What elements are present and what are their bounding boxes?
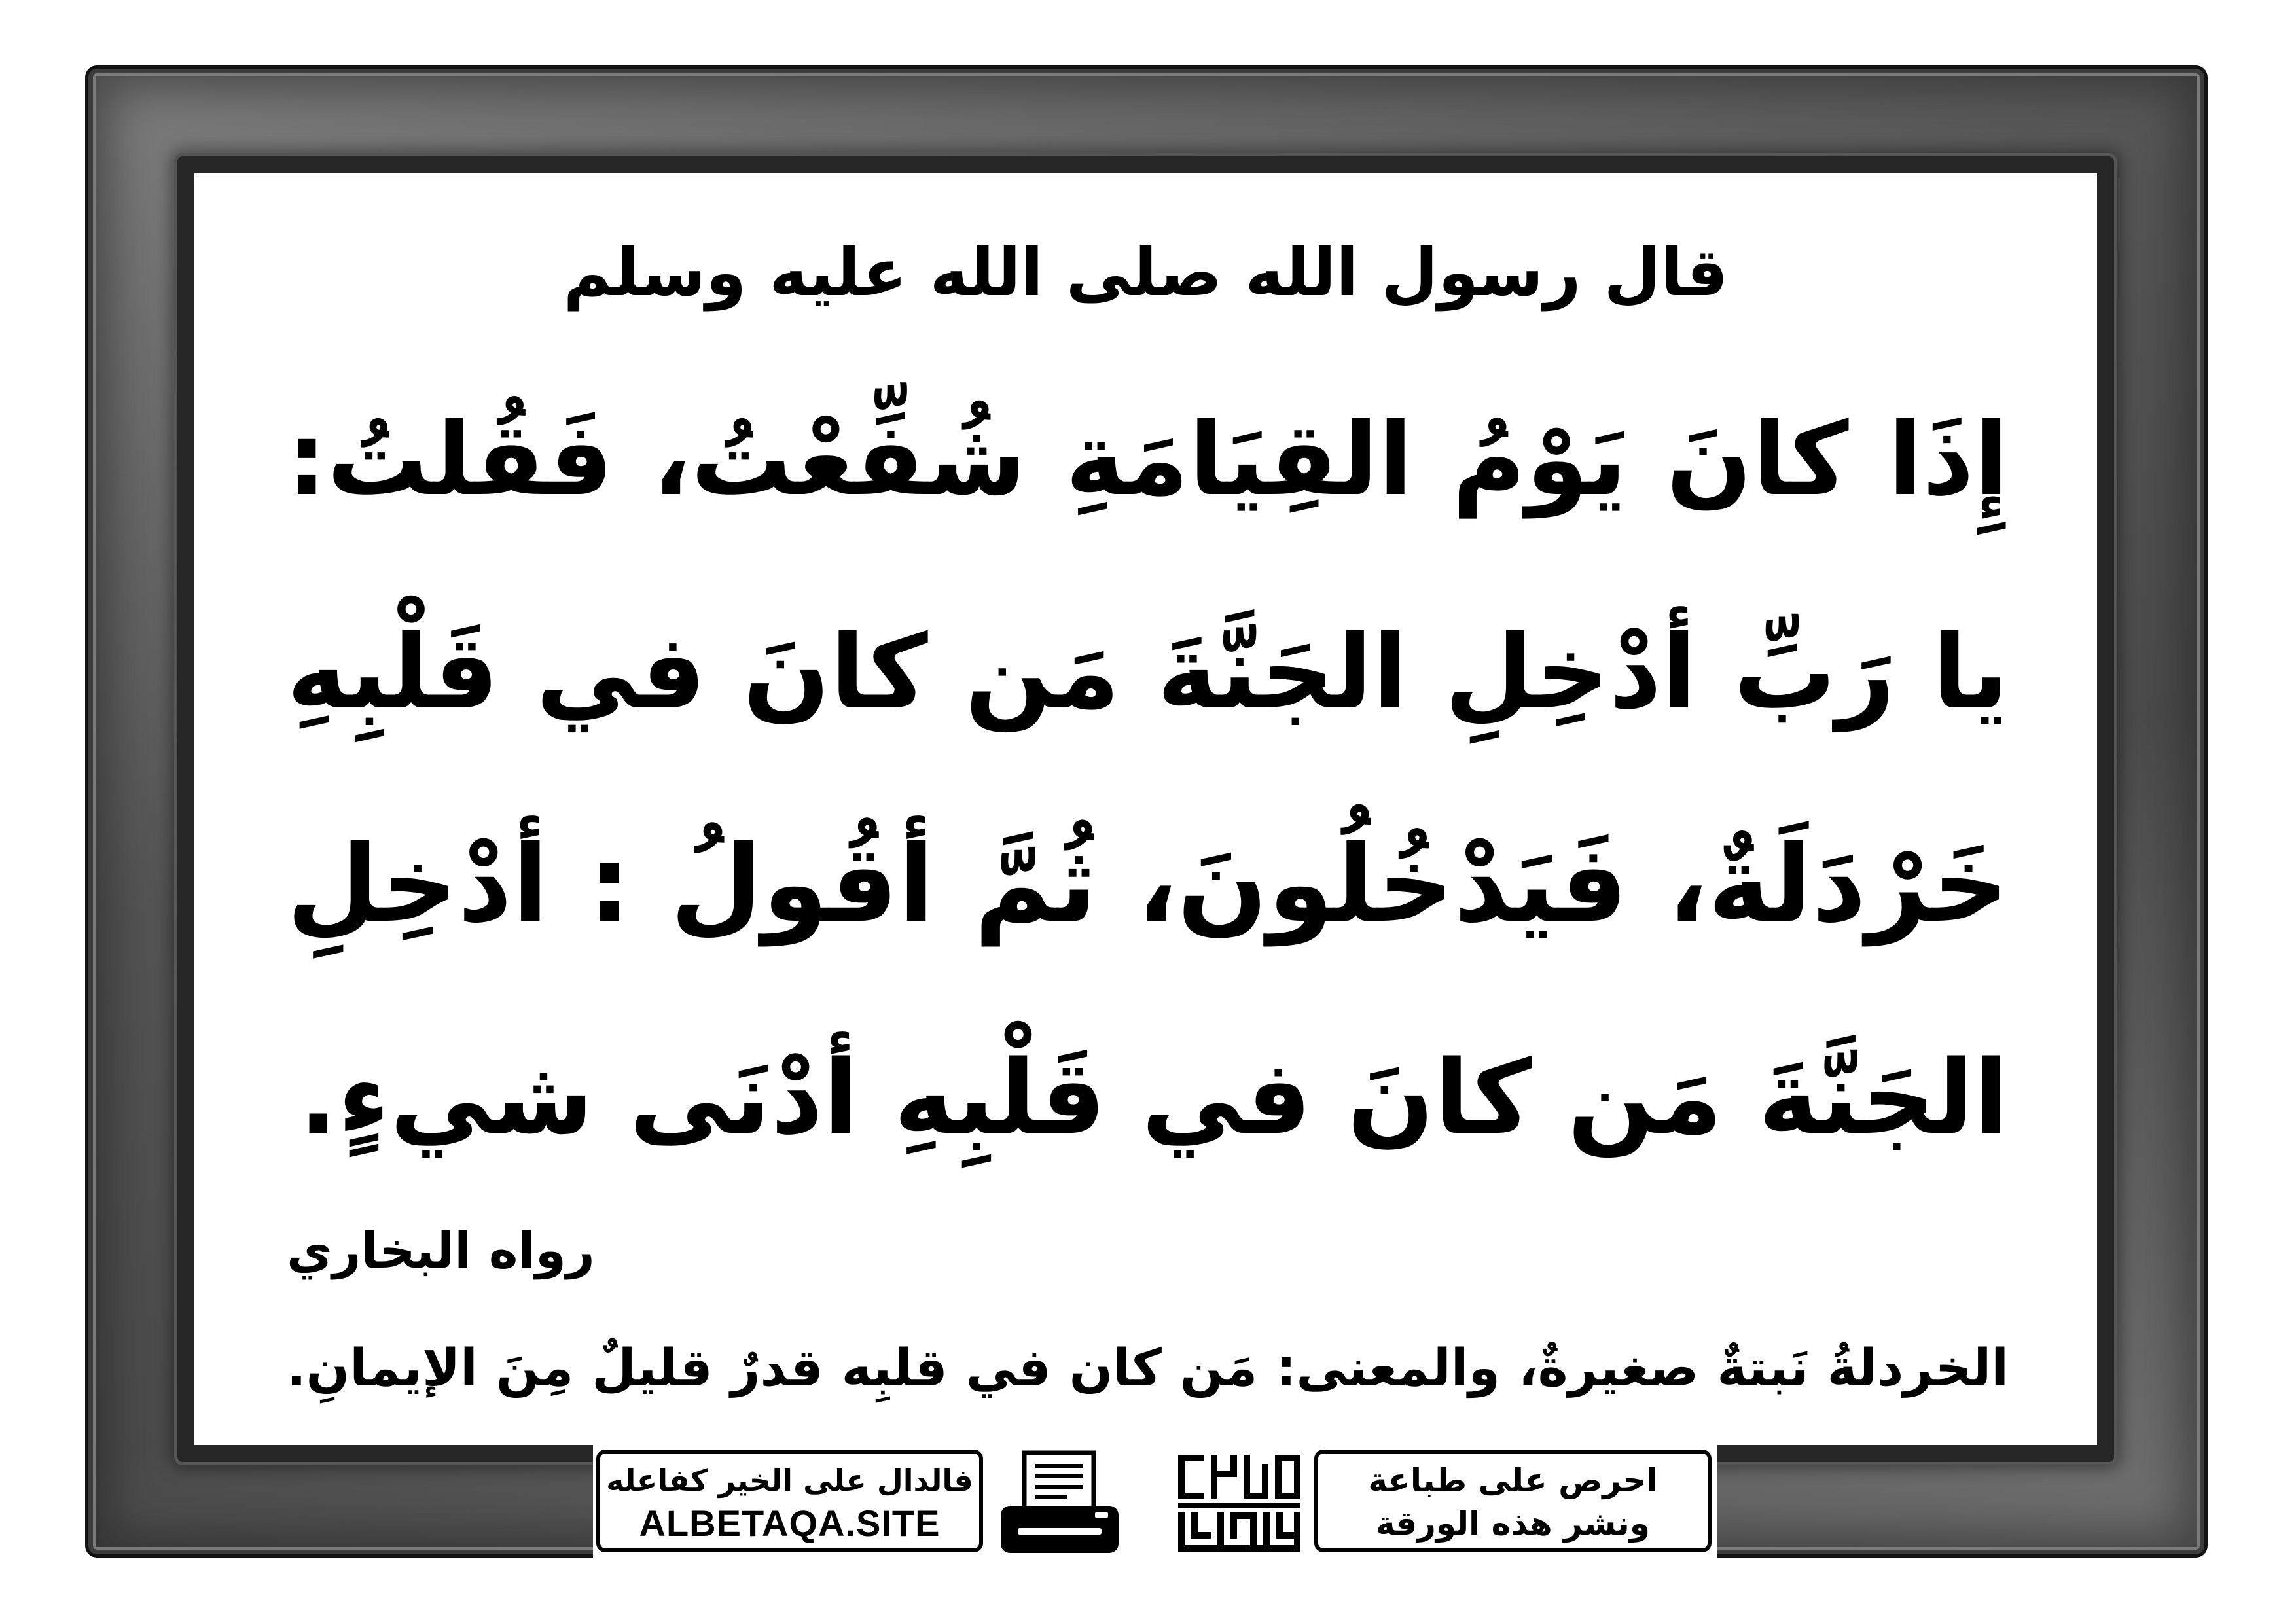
kufic-logo-icon (1173, 1451, 1306, 1556)
site-box (596, 1450, 983, 1552)
print-notice-box (1314, 1450, 1712, 1552)
footnote: الخردلةُ نَبتةٌ صغيرةٌ، والمعنى: مَن كان في قلبِه قدرٌ قليلٌ مِنَ الإيمانِ. (287, 1339, 2009, 1398)
print-notice-line-1: احرص على طباعة (1368, 1461, 1658, 1499)
printer-icon (998, 1450, 1121, 1556)
print-notice-line-2: ونشر هذه الورقة (1376, 1505, 1650, 1543)
page-title: قال رسول الله صلى الله عليه وسلم (563, 234, 1729, 311)
hadith-line-2: يا رَبِّ أدْخِلِ الجَنَّةَ مَن كانَ في قَلْبِهِ (287, 613, 2009, 732)
hadith-text (287, 353, 2009, 1204)
site-url: ALBETAQA.SITE (639, 1503, 941, 1544)
hadith-line-3: خَرْدَلَةٌ، فَيَدْخُلُونَ، ثُمَّ أقُولُ : أدْخِلِ (287, 823, 2009, 946)
site-motto: فالدال على الخير كفاعله (606, 1463, 973, 1498)
hadith-source: رواه البخاري (287, 1221, 595, 1279)
hadith-line-1: إِذَا كانَ يَوْمُ القِيَامَةِ شُفِّعْتُ، فَقُلتُ: (287, 401, 2009, 518)
hadith-line-4: الجَنَّةَ مَن كانَ في قَلْبِهِ أدْنَى شيءٍ. (298, 1038, 2009, 1157)
